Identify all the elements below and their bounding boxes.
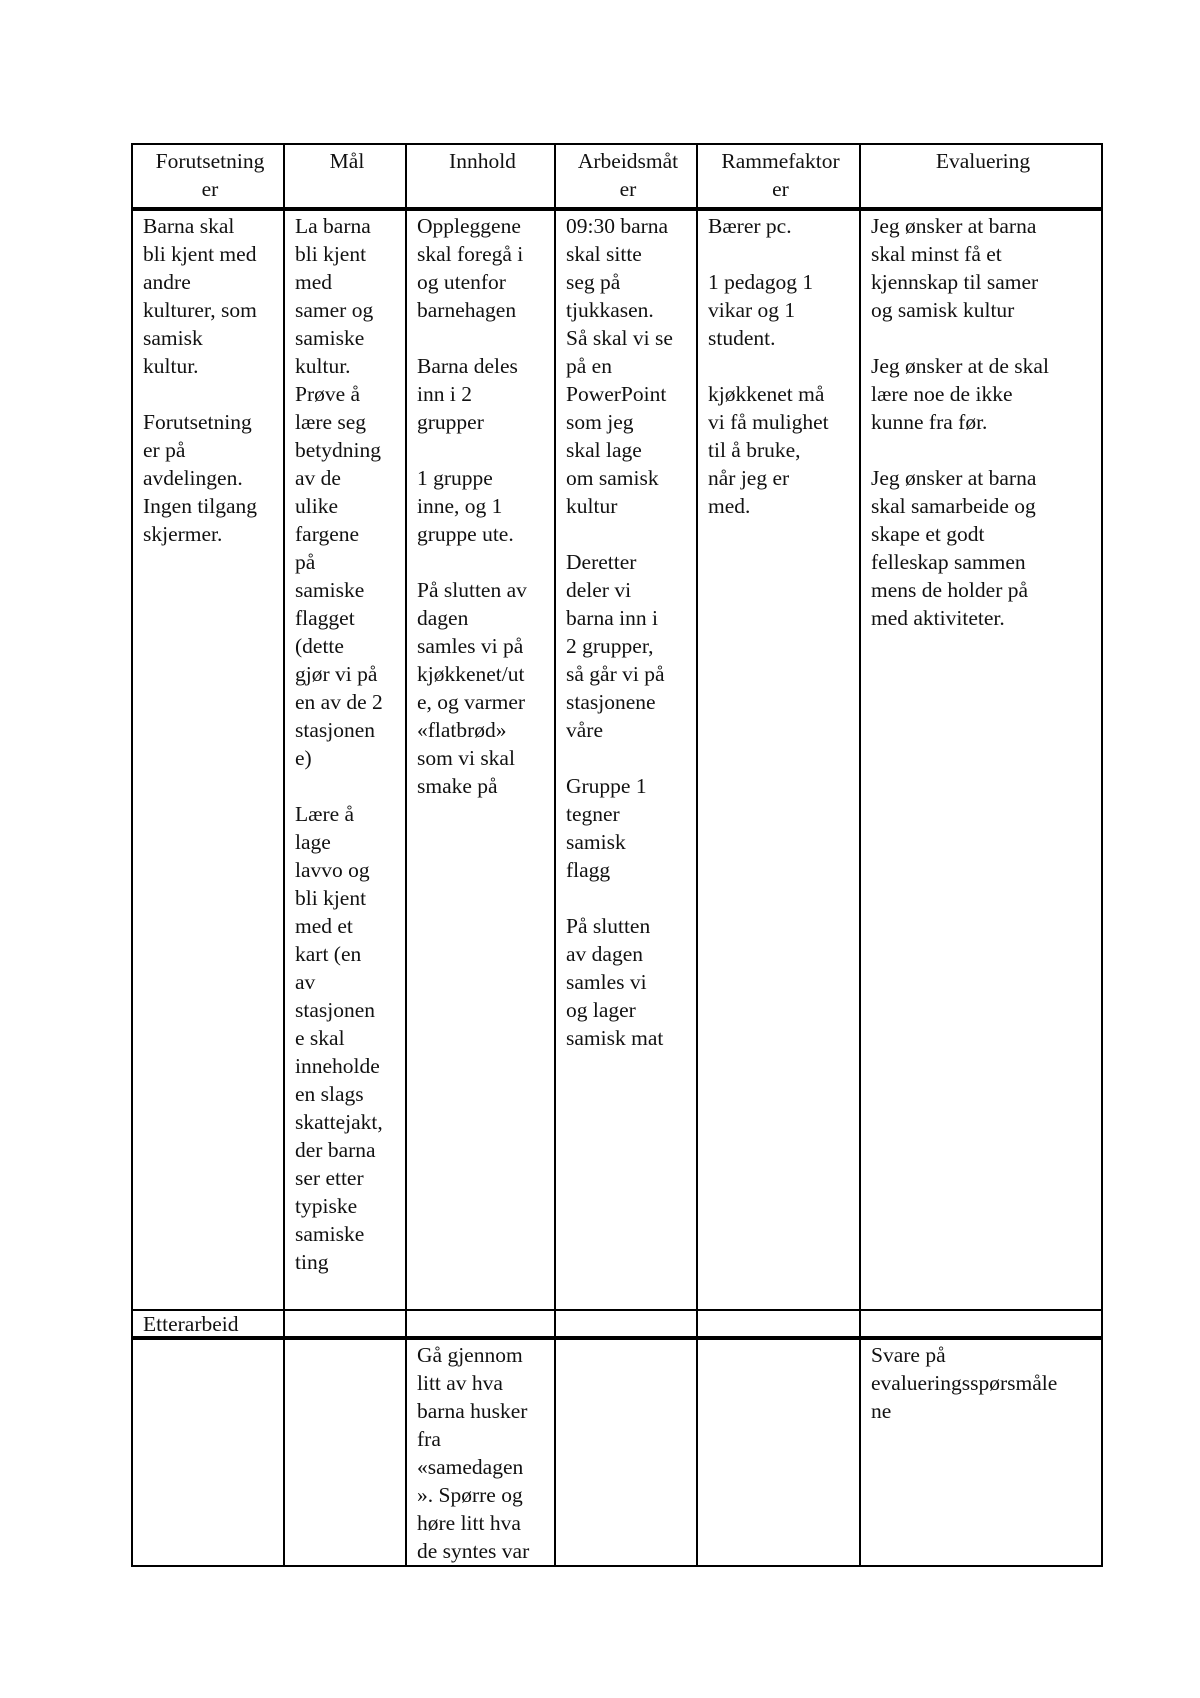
cell-evaluering: Jeg ønsker at barna skal minst få et kjennskap til samer og samisk kultur Jeg ønsker at de skal lære noe de ikke kunne fra før. Jeg ønsker at barna skal samarbeide og skape et godt felleskap sammen mens de holder på med aktiviteter.	[860, 209, 1102, 1310]
cell-after-evaluering: Svare på evalueringsspørsmåle ne	[860, 1338, 1102, 1566]
cell-etterarbeid-mal	[284, 1310, 406, 1338]
cell-etterarbeid-rammefaktorer	[697, 1310, 860, 1338]
cell-after-mal	[284, 1338, 406, 1566]
cell-after-rammefaktorer	[697, 1338, 860, 1566]
after-row	[132, 1338, 1102, 1566]
cell-etterarbeid-innhold	[406, 1310, 555, 1338]
header-evaluering: Evaluering	[860, 144, 1102, 209]
cell-etterarbeid-arbeidsmater	[555, 1310, 697, 1338]
etterarbeid-row	[132, 1310, 1102, 1338]
cell-after-innhold: Gå gjennom litt av hva barna husker fra «samedagen ». Spørre og høre litt hva de syntes var	[406, 1338, 555, 1566]
cell-forutsetninger: Barna skal bli kjent med andre kulturer, som samisk kultur. Forutsetning er på avdelingen. Ingen tilgang skjermer.	[132, 209, 284, 1310]
header-forutsetninger: Forutsetning er	[132, 144, 284, 209]
cell-mal: La barna bli kjent med samer og samiske kultur. Prøve å lære seg betydning av de ulike fargene på samiske flagget (dette gjør vi på en av de 2 stasjonen e) Lære å lage lavvo og bli kjent med et kart (en av stasjonen e skal inneholde en slags skattejakt, der barna ser etter typiske samiske ting	[284, 209, 406, 1310]
cell-etterarbeid-label: Etterarbeid	[132, 1310, 284, 1338]
main-row	[132, 209, 1102, 1310]
header-row	[132, 144, 1102, 209]
cell-arbeidsmater: 09:30 barna skal sitte seg på tjukkasen. Så skal vi se på en PowerPoint som jeg skal lage om samisk kultur Deretter deler vi barna inn i 2 grupper, så går vi på stasjonene våre Gruppe 1 tegner samisk flagg På slutten av dagen samles vi og lager samisk mat	[555, 209, 697, 1310]
plan-table	[131, 143, 1103, 1567]
cell-innhold: Oppleggene skal foregå i og utenfor barnehagen Barna deles inn i 2 grupper 1 gruppe inne, og 1 gruppe ute. På slutten av dagen samles vi på kjøkkenet/ut e, og varmer «flatbrød» som vi skal smake på	[406, 209, 555, 1310]
cell-after-forutsetninger	[132, 1338, 284, 1566]
cell-rammefaktorer: Bærer pc. 1 pedagog 1 vikar og 1 student. kjøkkenet må vi få mulighet til å bruke, når jeg er med.	[697, 209, 860, 1310]
cell-etterarbeid-evaluering	[860, 1310, 1102, 1338]
header-mal: Mål	[284, 144, 406, 209]
header-arbeidsmater: Arbeidsmåt er	[555, 144, 697, 209]
header-innhold: Innhold	[406, 144, 555, 209]
header-rammefaktorer: Rammefaktor er	[697, 144, 860, 209]
cell-after-arbeidsmater	[555, 1338, 697, 1566]
